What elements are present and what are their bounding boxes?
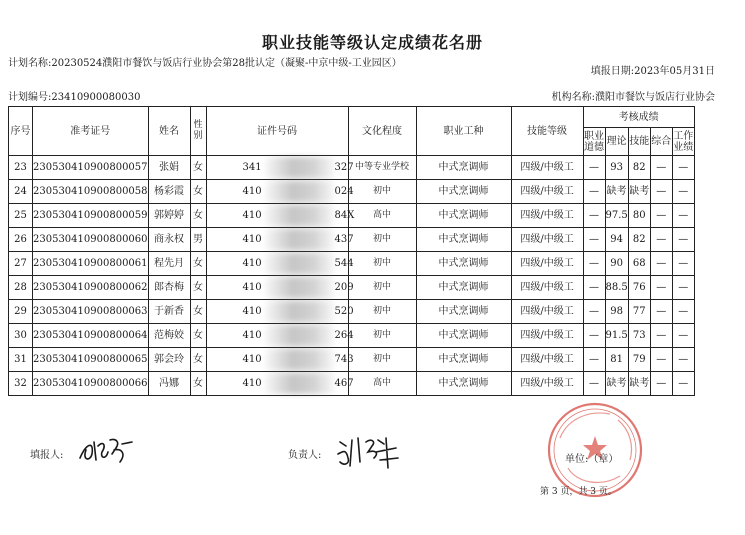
cell-skill: 76 bbox=[628, 276, 650, 300]
table-row bbox=[9, 156, 695, 180]
header-ethics: 职业道德 bbox=[583, 128, 605, 156]
cell-skill-level: 四级/中级工 bbox=[511, 348, 583, 372]
cell-name: 商永权 bbox=[148, 228, 190, 252]
organization-name: 机构名称:濮阳市餐饮与饭店行业协会 bbox=[551, 92, 715, 103]
cell-occupation: 中式烹调师 bbox=[416, 324, 511, 348]
unit-seal-label: 单位:（章） bbox=[565, 454, 619, 465]
id-prefix: 410 bbox=[242, 234, 262, 245]
id-prefix: 410 bbox=[242, 210, 262, 221]
cell-comprehensive: — bbox=[650, 276, 672, 300]
id-redaction bbox=[265, 325, 335, 346]
cell-exam-no: 230530410900800062 bbox=[33, 276, 149, 300]
cell-name: 张娟 bbox=[148, 156, 190, 180]
cell-skill-level: 四级/中级工 bbox=[511, 204, 583, 228]
cell-exam-no: 230530410900800057 bbox=[33, 156, 149, 180]
cell-gender: 男 bbox=[190, 228, 206, 252]
cell-comprehensive: — bbox=[650, 252, 672, 276]
id-prefix: 410 bbox=[242, 186, 262, 197]
cell-seq: 23 bbox=[9, 156, 33, 180]
header-name: 姓名 bbox=[148, 107, 190, 156]
cell-gender: 女 bbox=[190, 276, 206, 300]
id-prefix: 341 bbox=[242, 162, 262, 173]
id-suffix: 467 bbox=[334, 378, 354, 389]
cell-id-no bbox=[206, 180, 354, 204]
id-redaction bbox=[265, 373, 335, 394]
cell-seq: 25 bbox=[9, 204, 33, 228]
cell-id-no bbox=[206, 252, 354, 276]
id-redaction bbox=[265, 181, 335, 202]
cell-gender: 女 bbox=[190, 156, 206, 180]
id-redaction bbox=[265, 157, 335, 178]
id-suffix: 743 bbox=[334, 354, 354, 365]
cell-name: 冯娜 bbox=[148, 372, 190, 396]
cell-seq: 28 bbox=[9, 276, 33, 300]
cell-gender: 女 bbox=[190, 204, 206, 228]
cell-skill-level: 四级/中级工 bbox=[511, 252, 583, 276]
cell-theory: 93 bbox=[605, 156, 628, 180]
cell-seq: 26 bbox=[9, 228, 33, 252]
id-redaction bbox=[265, 229, 335, 250]
cell-skill-level: 四级/中级工 bbox=[511, 372, 583, 396]
cell-education: 初中 bbox=[348, 180, 416, 204]
cell-comprehensive: — bbox=[650, 180, 672, 204]
cell-work-performance: — bbox=[672, 180, 694, 204]
cell-gender: 女 bbox=[190, 180, 206, 204]
cell-id-no bbox=[206, 324, 354, 348]
header-theory: 理论 bbox=[605, 128, 628, 156]
cell-theory: 94 bbox=[605, 228, 628, 252]
table-row bbox=[9, 228, 695, 252]
cell-work-performance: — bbox=[672, 156, 694, 180]
cell-skill-level: 四级/中级工 bbox=[511, 180, 583, 204]
header-exam-no: 准考证号 bbox=[33, 107, 149, 156]
cell-id-no bbox=[206, 156, 354, 180]
id-prefix: 410 bbox=[242, 306, 262, 317]
cell-occupation: 中式烹调师 bbox=[416, 180, 511, 204]
header-skill: 技能 bbox=[628, 128, 650, 156]
document-title: 职业技能等级认定成绩花名册 bbox=[261, 33, 483, 52]
id-suffix: 209 bbox=[334, 282, 354, 293]
cell-name: 于新香 bbox=[148, 300, 190, 324]
cell-skill: 68 bbox=[628, 252, 650, 276]
cell-comprehensive: — bbox=[650, 300, 672, 324]
cell-occupation: 中式烹调师 bbox=[416, 252, 511, 276]
cell-skill: 79 bbox=[628, 348, 650, 372]
id-suffix: 327 bbox=[334, 162, 354, 173]
id-redaction bbox=[265, 301, 335, 322]
fill-date: 填报日期:2023年05月31日 bbox=[590, 66, 715, 77]
id-suffix: 520 bbox=[334, 306, 354, 317]
cell-occupation: 中式烹调师 bbox=[416, 276, 511, 300]
cell-exam-no: 230530410900800066 bbox=[33, 372, 149, 396]
cell-name: 郭会玲 bbox=[148, 348, 190, 372]
table-body bbox=[9, 156, 695, 396]
id-redaction bbox=[265, 277, 335, 298]
cell-theory: 缺考 bbox=[605, 180, 628, 204]
cell-skill: 82 bbox=[628, 156, 650, 180]
id-redaction bbox=[265, 253, 335, 274]
cell-comprehensive: — bbox=[650, 372, 672, 396]
cell-comprehensive: — bbox=[650, 348, 672, 372]
id-redaction bbox=[265, 349, 335, 370]
cell-seq: 32 bbox=[9, 372, 33, 396]
cell-ethics: — bbox=[583, 252, 605, 276]
header-occupation: 职业工种 bbox=[416, 107, 511, 156]
table-row bbox=[9, 324, 695, 348]
cell-education: 中等专业学校 bbox=[348, 156, 416, 180]
cell-skill: 80 bbox=[628, 204, 650, 228]
cell-work-performance: — bbox=[672, 348, 694, 372]
cell-education: 初中 bbox=[348, 252, 416, 276]
id-prefix: 410 bbox=[242, 330, 262, 341]
cell-exam-no: 230530410900800061 bbox=[33, 252, 149, 276]
id-redaction bbox=[265, 205, 335, 226]
cell-theory: 98 bbox=[605, 300, 628, 324]
cell-seq: 24 bbox=[9, 180, 33, 204]
cell-occupation: 中式烹调师 bbox=[416, 372, 511, 396]
cell-theory: 88.5 bbox=[605, 276, 628, 300]
cell-name: 杨彩霞 bbox=[148, 180, 190, 204]
cell-work-performance: — bbox=[672, 204, 694, 228]
id-prefix: 410 bbox=[242, 282, 262, 293]
cell-education: 初中 bbox=[348, 228, 416, 252]
cell-work-performance: — bbox=[672, 228, 694, 252]
cell-occupation: 中式烹调师 bbox=[416, 228, 511, 252]
cell-ethics: — bbox=[583, 324, 605, 348]
cell-skill: 77 bbox=[628, 300, 650, 324]
cell-ethics: — bbox=[583, 180, 605, 204]
cell-gender: 女 bbox=[190, 372, 206, 396]
cell-work-performance: — bbox=[672, 252, 694, 276]
cell-education: 初中 bbox=[348, 300, 416, 324]
responsible-label: 负责人: bbox=[288, 450, 322, 461]
filler-signature bbox=[76, 432, 136, 466]
cell-gender: 女 bbox=[190, 348, 206, 372]
cell-skill-level: 四级/中级工 bbox=[511, 228, 583, 252]
cell-exam-no: 230530410900800059 bbox=[33, 204, 149, 228]
cell-occupation: 中式烹调师 bbox=[416, 204, 511, 228]
cell-exam-no: 230530410900800064 bbox=[33, 324, 149, 348]
cell-ethics: — bbox=[583, 300, 605, 324]
cell-work-performance: — bbox=[672, 300, 694, 324]
id-suffix: 024 bbox=[334, 186, 354, 197]
cell-exam-no: 230530410900800060 bbox=[33, 228, 149, 252]
cell-skill-level: 四级/中级工 bbox=[511, 324, 583, 348]
id-suffix: 544 bbox=[334, 258, 354, 269]
table-row bbox=[9, 204, 695, 228]
cell-id-no bbox=[206, 276, 354, 300]
cell-theory: 97.5 bbox=[605, 204, 628, 228]
id-prefix: 410 bbox=[242, 258, 262, 269]
cell-id-no bbox=[206, 348, 354, 372]
cell-exam-no: 230530410900800058 bbox=[33, 180, 149, 204]
cell-work-performance: — bbox=[672, 276, 694, 300]
cell-ethics: — bbox=[583, 156, 605, 180]
cell-skill-level: 四级/中级工 bbox=[511, 156, 583, 180]
header-seq: 序号 bbox=[9, 107, 33, 156]
cell-comprehensive: — bbox=[650, 156, 672, 180]
header-scores-group: 考核成绩 bbox=[583, 107, 694, 128]
cell-skill-level: 四级/中级工 bbox=[511, 300, 583, 324]
cell-gender: 女 bbox=[190, 300, 206, 324]
cell-gender: 女 bbox=[190, 324, 206, 348]
cell-education: 初中 bbox=[348, 324, 416, 348]
cell-name: 程先月 bbox=[148, 252, 190, 276]
id-prefix: 410 bbox=[242, 354, 262, 365]
table-row bbox=[9, 276, 695, 300]
cell-skill: 缺考 bbox=[628, 180, 650, 204]
cell-education: 高中 bbox=[348, 372, 416, 396]
id-suffix: 437 bbox=[334, 234, 354, 245]
page-number: 第 3 页，共 3 页。 bbox=[540, 487, 617, 497]
cell-theory: 缺考 bbox=[605, 372, 628, 396]
cell-occupation: 中式烹调师 bbox=[416, 156, 511, 180]
cell-seq: 30 bbox=[9, 324, 33, 348]
filler-label: 填报人: bbox=[30, 450, 64, 461]
cell-ethics: — bbox=[583, 228, 605, 252]
cell-gender: 女 bbox=[190, 252, 206, 276]
id-prefix: 410 bbox=[242, 378, 262, 389]
cell-work-performance: — bbox=[672, 372, 694, 396]
cell-education: 初中 bbox=[348, 348, 416, 372]
cell-ethics: — bbox=[583, 276, 605, 300]
cell-exam-no: 230530410900800063 bbox=[33, 300, 149, 324]
cell-education: 高中 bbox=[348, 204, 416, 228]
cell-occupation: 中式烹调师 bbox=[416, 300, 511, 324]
cell-theory: 81 bbox=[605, 348, 628, 372]
table-row bbox=[9, 180, 695, 204]
cell-comprehensive: — bbox=[650, 204, 672, 228]
cell-seq: 27 bbox=[9, 252, 33, 276]
cell-skill: 73 bbox=[628, 324, 650, 348]
header-id-no: 证件号码 bbox=[206, 107, 348, 156]
cell-education: 初中 bbox=[348, 276, 416, 300]
cell-occupation: 中式烹调师 bbox=[416, 348, 511, 372]
cell-skill: 缺考 bbox=[628, 372, 650, 396]
header-comprehensive: 综合 bbox=[650, 128, 672, 156]
plan-number: 计划编号:23410900080030 bbox=[8, 92, 141, 103]
cell-id-no bbox=[206, 204, 355, 228]
table-row bbox=[9, 252, 695, 276]
header-work-performance: 工作业绩 bbox=[672, 128, 694, 156]
cell-name: 范梅姣 bbox=[148, 324, 190, 348]
plan-name: 计划名称:20230524濮阳市餐饮与饭店行业协会第28批认定（凝聚-中京中级-工业园区） bbox=[8, 58, 402, 69]
cell-theory: 90 bbox=[605, 252, 628, 276]
cell-ethics: — bbox=[583, 204, 605, 228]
cell-name: 郎杏梅 bbox=[148, 276, 190, 300]
cell-work-performance: — bbox=[672, 324, 694, 348]
cell-theory: 91.5 bbox=[605, 324, 628, 348]
table-row bbox=[9, 348, 695, 372]
cell-ethics: — bbox=[583, 372, 605, 396]
header-gender: 性别 bbox=[190, 107, 206, 156]
cell-id-no bbox=[206, 228, 354, 252]
id-suffix: 84X bbox=[334, 210, 355, 221]
table-row bbox=[9, 300, 695, 324]
header-education: 文化程度 bbox=[348, 107, 416, 156]
cell-comprehensive: — bbox=[650, 228, 672, 252]
cell-seq: 29 bbox=[9, 300, 33, 324]
cell-skill-level: 四级/中级工 bbox=[511, 276, 583, 300]
cell-id-no bbox=[206, 300, 354, 324]
score-table bbox=[8, 106, 695, 396]
cell-comprehensive: — bbox=[650, 324, 672, 348]
id-suffix: 264 bbox=[334, 330, 354, 341]
cell-name: 郭婷婷 bbox=[148, 204, 190, 228]
cell-skill: 82 bbox=[628, 228, 650, 252]
responsible-signature bbox=[334, 432, 404, 470]
cell-ethics: — bbox=[583, 348, 605, 372]
table-row bbox=[9, 372, 695, 396]
cell-exam-no: 230530410900800065 bbox=[33, 348, 149, 372]
cell-seq: 31 bbox=[9, 348, 33, 372]
header-skill-level: 技能等级 bbox=[511, 107, 583, 156]
cell-id-no bbox=[206, 372, 354, 396]
